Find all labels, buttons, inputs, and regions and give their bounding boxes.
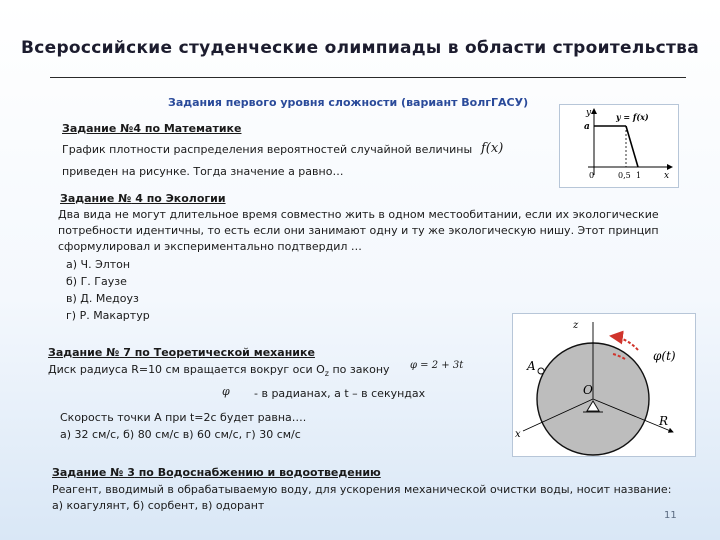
density-slope-segment xyxy=(626,126,638,167)
title-divider xyxy=(50,77,686,78)
graph-func-label: y = f(x) xyxy=(616,112,649,122)
graph-tick-1: 1 xyxy=(636,171,642,180)
water-task-line-1: Реагент, вводимый в обрабатываемую воду, для ускорения механической очистки воды, носит название: xyxy=(52,483,672,496)
slide-subtitle: Задания первого уровня сложности (вариант ВолгГАСУ) xyxy=(168,96,529,109)
fig-a-label: A xyxy=(527,359,536,373)
ecology-task-heading xyxy=(60,191,226,207)
ecology-option-d: г) Р. Макартур xyxy=(66,309,150,322)
water-task-line-2: а) коагулянт, б) сорбент, в) одорант xyxy=(52,499,265,512)
ecology-text-line-3: сформулировал и экспериментально подтвердил … xyxy=(58,240,362,253)
fig-phi-label: φ(t) xyxy=(653,349,676,363)
math-task-line2: приведен на рисунке. Тогда значение a равно… xyxy=(62,165,344,178)
graph-x-label: x xyxy=(664,171,670,181)
ecology-task-subject: 4 по Экологии xyxy=(131,192,226,205)
water-task-number: Задание № 3 xyxy=(52,466,135,479)
density-graph-svg xyxy=(560,105,678,187)
graph-y-label: y xyxy=(586,108,592,118)
mechanics-question: Скорость точки А при t=2с будет равна…. xyxy=(60,411,307,424)
water-task-heading xyxy=(52,465,381,481)
point-a xyxy=(538,368,544,374)
mechanics-line-1 xyxy=(48,362,390,382)
mechanics-line-2: - в радианах, а t – в секундах xyxy=(254,387,426,400)
ecology-text-line-2: потребности идентичны, то есть если они занимают одну и ту же экологическую нишу. Этот принцип xyxy=(58,224,659,237)
ecology-task-number: Задание № xyxy=(60,192,132,205)
math-task-line1: График плотности распределения вероятностей случайной величины xyxy=(62,143,473,156)
fig-r-label: R xyxy=(659,414,669,428)
mechanics-answers: а) 32 см/с, б) 80 см/с в) 60 см/с, г) 30 см/с xyxy=(60,428,301,441)
graph-tick-05: 0,5 xyxy=(618,171,631,180)
mechanics-task-subject: 7 по Теоретической механике xyxy=(119,346,315,359)
phi-symbol: φ xyxy=(222,385,230,398)
axis-subscript: z xyxy=(324,369,329,379)
mechanics-line-1-end: по закону xyxy=(328,363,390,376)
math-task-heading xyxy=(62,121,241,137)
rotation-law-formula: φ = 2 + 3t xyxy=(410,360,464,371)
mechanics-line-1-start: Диск радиуса R=10 см вращается вокруг оси O xyxy=(48,363,325,376)
fig-o-label: O xyxy=(583,383,593,397)
graph-a-label: a xyxy=(584,122,590,132)
math-formula-fx: f(x) xyxy=(481,141,504,156)
fig-z-label: z xyxy=(573,320,579,331)
ecology-option-b: б) Г. Гаузе xyxy=(66,275,127,288)
rotating-disk-figure xyxy=(512,313,696,457)
density-graph xyxy=(559,104,679,188)
math-task-subject: по Математике xyxy=(141,122,242,135)
water-task-subject: по Водоснабжению и водоотведению xyxy=(134,466,381,479)
ecology-text-line-1: Два вида не могут длительное время совместно жить в одном местообитании, если их экологические xyxy=(58,208,659,221)
math-task-number: Задание №4 xyxy=(62,122,142,135)
graph-tick-0: 0 xyxy=(589,171,595,180)
ecology-option-a: а) Ч. Элтон xyxy=(66,258,131,271)
mechanics-task-number: Задание № xyxy=(48,346,120,359)
slide-title: Всероссийские студенческие олимпиады в области строительства xyxy=(21,38,699,58)
mechanics-task-heading xyxy=(48,345,315,361)
rotating-disk-svg xyxy=(513,314,695,456)
ecology-option-c: в) Д. Медоуз xyxy=(66,292,139,305)
page-number: 11 xyxy=(664,510,677,521)
fig-x-label: x xyxy=(515,429,521,440)
